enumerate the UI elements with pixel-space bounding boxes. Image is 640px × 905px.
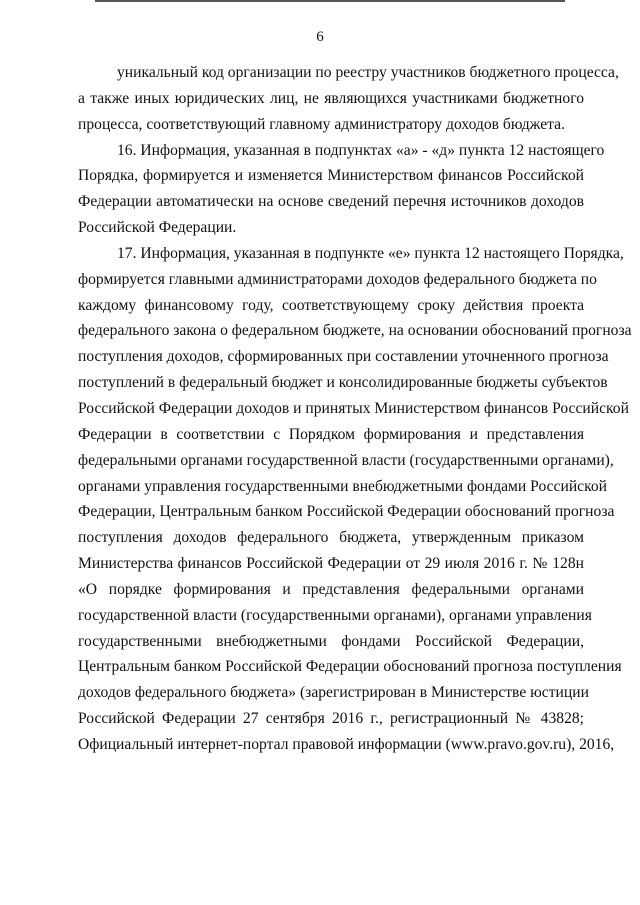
text-line: Российской Федерации. bbox=[78, 219, 237, 237]
document-body bbox=[78, 60, 632, 758]
text-line: Российской Федерации 27 сентября 2016 г., регистрационный № 43828; bbox=[78, 710, 584, 728]
page-top-edge bbox=[95, 0, 565, 2]
text-line: формируется главными администраторами доходов федерального бюджета по bbox=[78, 270, 597, 288]
text-line: Министерства финансов Российской Федерации от 29 июля 2016 г. № 128н bbox=[78, 555, 584, 573]
text-line: уникальный код организации по реестру участников бюджетного процесса, bbox=[117, 64, 619, 81]
text-line: Федерации, Центральным банком Российской Федерации обоснований прогноза bbox=[78, 503, 615, 521]
text-line: а также иных юридических лиц, не являющихся участниками бюджетного bbox=[78, 89, 584, 107]
text-line: 17. Информация, указанная в подпункте «е» пункта 12 настоящего Порядка, bbox=[117, 244, 624, 262]
text-line: каждому финансовому году, соответствующему сроку действия проекта bbox=[78, 296, 584, 314]
text-line: федеральными органами государственной власти (государственными органами), bbox=[78, 451, 614, 469]
text-line: Федерации в соответствии с Порядком формирования и представления bbox=[78, 425, 584, 443]
text-line: Российской Федерации доходов и принятых Министерством финансов Российской bbox=[78, 399, 629, 417]
text-line: 16. Информация, указанная в подпунктах «а» - «д» пункта 12 настоящего bbox=[117, 141, 605, 159]
text-line: Федерации автоматически на основе сведений перечня источников доходов bbox=[78, 193, 584, 211]
text-line: поступления доходов федерального бюджета, утвержденным приказом bbox=[78, 529, 584, 547]
text-line: поступления доходов, сформированных при составлении уточненного прогноза bbox=[78, 348, 609, 366]
page-number: 6 bbox=[316, 29, 324, 45]
text-line: федерального закона о федеральном бюджете, на основании обоснований прогноза bbox=[78, 322, 632, 340]
text-line: государственными внебюджетными фондами Российской Федерации, bbox=[78, 632, 584, 650]
text-line: «О порядке формирования и представления федеральными органами bbox=[78, 580, 584, 598]
text-line: органами управления государственными внебюджетными фондами Российской bbox=[78, 477, 608, 495]
text-line: государственной власти (государственными органами), органами управления bbox=[78, 606, 592, 624]
text-line: Официальный интернет-портал правовой информации (www.pravo.gov.ru), 2016, bbox=[78, 735, 615, 753]
text-line: Порядка, формируется и изменяется Министерством финансов Российской bbox=[78, 167, 584, 185]
text-line: поступлений в федеральный бюджет и консолидированные бюджеты субъектов bbox=[78, 374, 608, 392]
text-line: доходов федерального бюджета» (зарегистрирован в Министерстве юстиции bbox=[78, 684, 589, 702]
text-line: Центральным банком Российской Федерации обоснований прогноза поступления bbox=[78, 658, 622, 676]
text-line: процесса, соответствующий главному администратору доходов бюджета. bbox=[78, 115, 565, 133]
